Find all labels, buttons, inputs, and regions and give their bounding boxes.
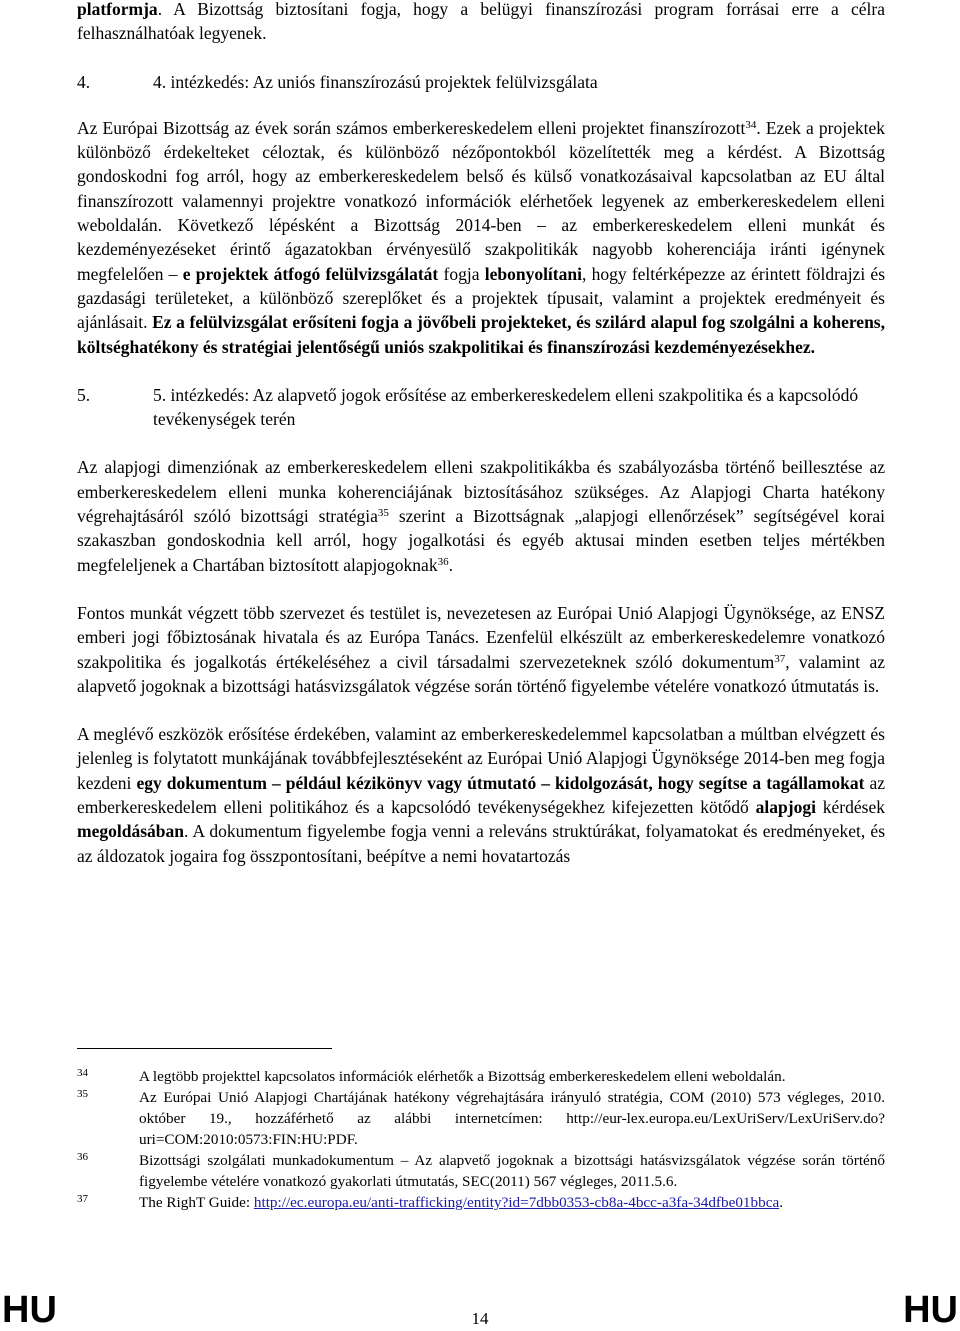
footnote-text: Az Európai Unió Alapjogi Chartájának hatékony végrehajtására irányuló stratégia, COM (2010) 573 végleges, 2010. október 19., hozzáférhető az alábbi internetcímen: http://eur-lex.europa.eu/LexUriServ/LexUriServ.do?uri=COM:2010:0573:FIN:HU:PDF. [139, 1089, 885, 1148]
footnote-link[interactable]: http://ec.europa.eu/anti-trafficking/entity?id=7dbb0353-cb8a-4bcc-a3fa-34dfbe01bbca [253, 1194, 780, 1211]
footnote-text: Bizottsági szolgálati munkadokumentum – Az alapvető jogoknak a bizottsági hatásvizsgálatok végzése során történő figyelembe vételére vonatkozó gyakorlati útmutatás, SEC(2011) 567 végleges, 2011.5.6. [139, 1152, 885, 1190]
paragraph-4: Fontos munkát végzett több szervezet és testület is, nevezetesen az Európai Unió Alapjogi Ügynöksége, az ENSZ emberi jogi főbiztosának hivatala és az Európa Tanács. Ezenfelül elkészült az emberkereskedelemre vonatkozó szakpolitika és jogalkotás értékeléséhez a civil társadalmi szervezeteknek szóló dokumentum$^{37}$, valamint az alapvető jogoknak a bizottsági hatásvizsgálatok végzése során történő figyelembe vételére vonatkozó útmutatás is. [77, 602, 885, 696]
footnote-ref-35[interactable]: 35 [377, 507, 389, 520]
footnote-37 [77, 1192, 885, 1213]
heading-number: 4. [77, 71, 91, 92]
footnote-separator [77, 1048, 332, 1049]
heading-text: 5. intézkedés: Az alapvető jogok erősítése az emberkereskedelem elleni szakpolitika és a kapcsolódó tevékenységek terén [153, 384, 859, 430]
document-body [77, 0, 885, 868]
heading-text: 4. intézkedés: Az uniós finanszírozású projektek felülvizsgálata [153, 71, 598, 92]
section-heading-5 [77, 383, 885, 432]
footnote-number: 37 [77, 1193, 88, 1205]
footnote-34 [77, 1066, 885, 1087]
footnote-number: 36 [77, 1151, 88, 1163]
paragraph-3: Az alapjogi dimenziónak az emberkereskedelem elleni szakpolitikákba és szabályozásba történő beillesztése az emberkereskedelem elleni munka koherenciájának biztosításához szükséges. Az Alapjogi Charta hatékony végrehajtásáról szóló bizottsági stratégia$^{35}$ szerint a Bizottságnak „alapjogi ellenőrzések” segítségével korai szakaszban gondoskodnia kell arról, hogy jogalkotási és egyéb aktusai minden esetben teljes mértékben megfeleljenek a Chartában biztosított alapjogoknak$^{36}$. [77, 457, 885, 575]
footnote-35 [77, 1087, 885, 1150]
footnote-text: The RighT Guide: http://ec.europa.eu/anti-trafficking/entity?id=7dbb0353-cb8a-4bcc-a3fa-34dfbe01bbca. [139, 1194, 783, 1211]
footnote-number: 35 [77, 1088, 88, 1100]
footnote-ref-36[interactable]: 36 [437, 555, 449, 568]
section-heading-4 [77, 70, 885, 94]
paragraph-5: A meglévő eszközök erősítése érdekében, valamint az emberkereskedelemmel kapcsolatban a múltban elvégzett és jelenleg is folytatott munkájának továbbfejlesztéseként az Európai Unió Alapjogi Ügynöksége 2014-ben meg fogja kezdeni egy dokumentum – például kézikönyv vagy útmutató – kidolgozását, hogy segítse a tagállamokat az emberkereskedelem elleni politikához és a kapcsolódó tevékenységekhez kifejezetten kötődő alapjogi kérdések megoldásában. A dokumentum figyelembe fogja venni a releváns struktúrákat, folyamatokat és eredményeket, és az áldozatok jogaira fog összpontosítani, beépítve a nemi hovatartozás [77, 724, 885, 866]
footnote-number: 34 [77, 1067, 88, 1079]
paragraph-1: platformja. A Bizottság biztosítani fogja, hogy a belügyi finanszírozási program forrásai erre a célra felhasználhatóak legyenek. [77, 0, 885, 44]
footnote-ref-37[interactable]: 37 [774, 652, 786, 665]
language-code-right: HU [903, 1289, 958, 1331]
paragraph-2: Az Európai Bizottság az évek során számos emberkereskedelem elleni projektet finanszírozott$^{34}$. Ezek a projektek különböző érdekelteket céloztak, és különböző nézőpontokból közelítették meg a kérdést. A Bizottság gondoskodni fog arról, hogy az emberkereskedelem belső és külső vonatkozásaival kapcsolatban az EU által finanszírozott valamennyi projektre vonatkozó információk elérhetőek legyenek az emberkereskedelem elleni weboldalán. Következő lépésként a Bizottság 2014-ben – az emberkereskedelem elleni munkát és kezdeményezéseket érintő ágazatokban érvényesülő szakpolitikák nagyobb koherenciája iránti igénynek megfelelően – e projektek átfogó felülvizsgálatát fogja lebonyolítani, hogy feltérképezze az érintett földrajzi és gazdasági területeket, a különböző szereplőket és a projektek típusait, valamint a projektek eredményeit és ajánlásait. Ez a felülvizsgálat erősíteni fogja a jövőbeli projekteket, és szilárd alapul fog szolgálni a koherens, költséghatékony és stratégiai jelentőségű uniós szakpolitikai és finanszírozási kezdeményezésekhez. [77, 117, 886, 357]
footnotes [77, 1066, 885, 1213]
footnote-36 [77, 1150, 885, 1192]
language-code-left: HU [2, 1289, 57, 1331]
heading-number: 5. [77, 384, 91, 405]
page-number: 14 [471, 1309, 489, 1328]
footnote-text: A legtöbb projekttel kapcsolatos információk elérhetők a Bizottság emberkereskedelem elleni weboldalán. [139, 1068, 786, 1085]
footnote-ref-34[interactable]: 34 [745, 118, 757, 131]
